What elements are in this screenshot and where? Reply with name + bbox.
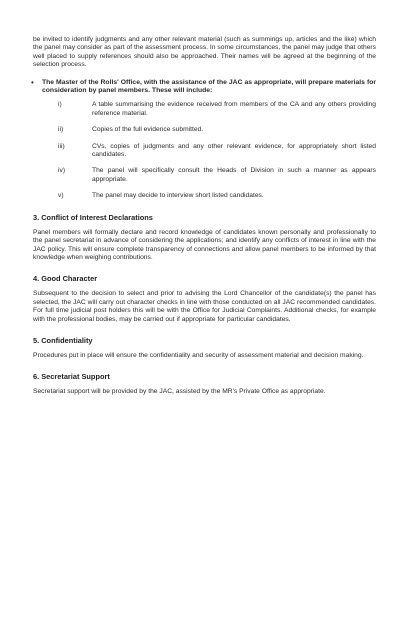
- section-confidentiality: [33, 336, 376, 360]
- bullet-heading: The Master of the Rolls' Office, with the assistance of the JAC as appropriate, will prepare materials for consideration by panel members. These will include:: [42, 78, 376, 95]
- list-item: [42, 101, 376, 118]
- section-heading: 6. Secretariat Support: [33, 372, 110, 382]
- list-item: [42, 167, 376, 184]
- section-conflict-of-interest: [33, 213, 376, 263]
- list-item-number: ii): [58, 126, 64, 134]
- list-item-number: v): [58, 192, 64, 200]
- section-body: Secretariat support will be provided by the JAC, assisted by the MR's Private Office as appropriate.: [33, 388, 326, 396]
- list-item-number: iii): [58, 142, 65, 150]
- section-heading: 5. Confidentiality: [33, 335, 93, 345]
- list-item-text: The panel will specifically consult the Heads of Division in such a manner as appears appropriate.: [92, 167, 376, 183]
- section-body: Subsequent to the decision to select and prior to advising the Lord Chancellor of the candidate(s) the panel has selected, the JAC will carry out character checks in line with those conducted on all JAC recommended candidates. For full time judicial post holders this will be with the Office for Judicial Complaints. Additional checks, for example with the professional bodies, may be carried out if appropriate for particular candidates.: [33, 290, 376, 323]
- section-good-character: [33, 274, 376, 324]
- section-secretariat-support: [33, 372, 376, 396]
- materials-list: [42, 101, 376, 200]
- list-item-number: i): [58, 101, 62, 109]
- list-item: [42, 192, 376, 200]
- list-item-text: CVs, copies of judgments and any other relevant evidence, for appropriately short listed candidates.: [92, 142, 376, 159]
- document-page: [33, 36, 376, 397]
- bullet-block: [33, 79, 376, 201]
- list-item-number: iv): [58, 167, 66, 175]
- section-heading: 4. Good Character: [33, 274, 98, 284]
- list-item-text: A table summarising the evidence received from members of the CA and any others providing reference material.: [92, 101, 376, 117]
- intro-paragraph: be invited to identify judgments and any other relevant material (such as summings up, articles and the like) which the panel may consider as part of the assessment process. In some circumstances, the panel may judge that others well placed to supply references should also be approached. Their names will be agreed at the beginning of the selection process.: [33, 36, 376, 69]
- list-item-text: Copies of the full evidence submitted.: [92, 126, 204, 134]
- list-item-text: The panel may decide to interview short listed candidates.: [92, 192, 264, 200]
- list-item: [42, 126, 376, 134]
- list-item: [42, 143, 376, 160]
- section-body: Panel members will formally declare and record knowledge of candidates known personally and professionally to the panel secretariat in advance of considering the applications; and identify any conflicts of interest in line with the JAC policy. This will ensure complete transparency of connections and allow panel members to be informed by that knowledge when weighing contributions.: [33, 228, 376, 261]
- section-body: Procedures put in place will ensure the confidentiality and security of assessment material and decision making.: [33, 351, 364, 359]
- section-heading: 3. Conflict of Interest Declarations: [33, 212, 153, 222]
- bullet-icon: •: [31, 77, 34, 87]
